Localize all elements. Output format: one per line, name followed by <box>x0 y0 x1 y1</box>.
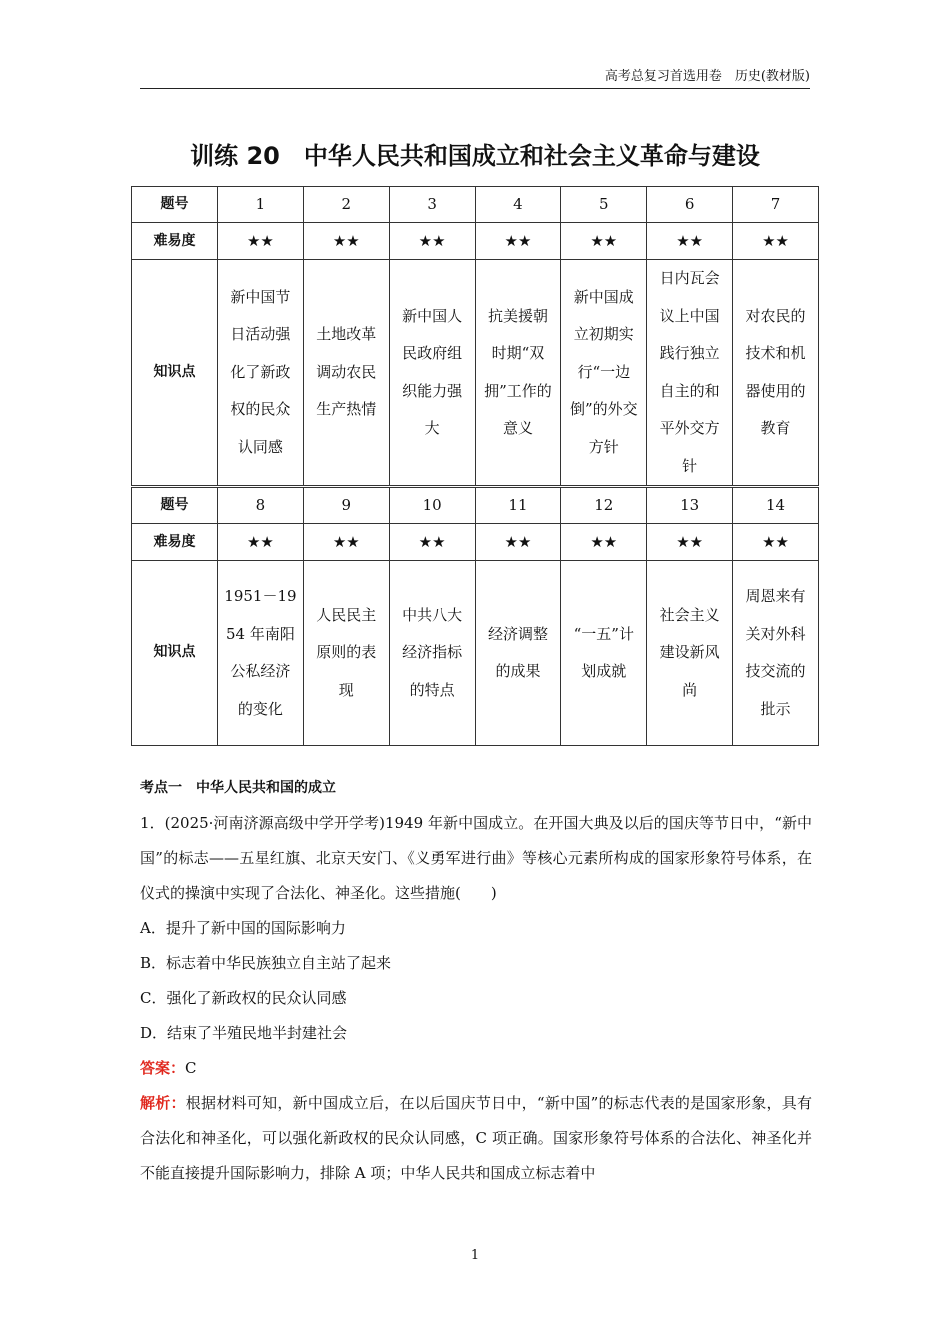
option-c: C．强化了新政权的民众认同感 <box>140 989 347 1007</box>
cell-stars: ★★ <box>733 223 819 260</box>
table-row-number-1 <box>132 187 819 223</box>
cell-number: 14 <box>733 487 819 524</box>
cell-knowledge: 土地改革调动农民生产热情 <box>303 260 389 487</box>
page-title: 训练 20 中华人民共和国成立和社会主义革命与建设 <box>190 142 760 170</box>
cell-knowledge: 周恩来有关对外科技交流的批示 <box>733 561 819 746</box>
cell-number: 4 <box>475 187 561 223</box>
label-difficulty: 难易度 <box>132 223 218 260</box>
option-d: D．结束了半殖民地半封建社会 <box>140 1024 348 1042</box>
cell-number: 2 <box>303 187 389 223</box>
cell-stars: ★★ <box>218 524 304 561</box>
question-number: 1． <box>140 814 165 832</box>
table-row-knowledge-1 <box>132 260 819 487</box>
answer-value: C <box>185 1059 197 1077</box>
explanation <box>140 1086 812 1191</box>
cell-number: 6 <box>647 187 733 223</box>
page-header <box>140 66 810 89</box>
knowledge-table <box>131 186 819 746</box>
cell-knowledge: 新中国人民政府组织能力强大 <box>389 260 475 487</box>
cell-stars: ★★ <box>647 223 733 260</box>
question-stem: 1949 年新中国成立。在开国大典及以后的国庆等节日中，“新中国”的标志——五星红旗、北京天安门、《义勇军进行曲》等核心元素所构成的国家形象符号体系，在仪式的操演中实现了合法化、神圣化。这些措施( ) <box>140 814 812 902</box>
label-number: 题号 <box>132 187 218 223</box>
cell-stars: ★★ <box>389 524 475 561</box>
answer <box>140 1051 812 1086</box>
cell-number: 13 <box>647 487 733 524</box>
table-row-knowledge-2 <box>132 561 819 746</box>
option-b: B．标志着中华民族独立自主站了起来 <box>140 954 392 972</box>
cell-knowledge: 中共八大经济指标的特点 <box>389 561 475 746</box>
cell-knowledge: 抗美援朝时期“双拥”工作的意义 <box>475 260 561 487</box>
question-content <box>140 774 812 1191</box>
label-number: 题号 <box>132 487 218 524</box>
table-row-difficulty-1 <box>132 223 819 260</box>
cell-stars: ★★ <box>303 524 389 561</box>
cell-knowledge: 新中国成立初期实行“一边倒”的外交方针 <box>561 260 647 487</box>
cell-number: 10 <box>389 487 475 524</box>
label-knowledge: 知识点 <box>132 561 218 746</box>
cell-knowledge: 1951－1954 年南阳公私经济的变化 <box>218 561 304 746</box>
table-row-difficulty-2 <box>132 524 819 561</box>
cell-stars: ★★ <box>561 524 647 561</box>
question-source: (2025·河南济源高级中学开学考) <box>164 814 385 832</box>
page-number: 1 <box>470 1248 480 1263</box>
cell-knowledge: “一五”计划成就 <box>561 561 647 746</box>
cell-stars: ★★ <box>303 223 389 260</box>
cell-number: 3 <box>389 187 475 223</box>
cell-knowledge: 社会主义建设新风尚 <box>647 561 733 746</box>
cell-number: 9 <box>303 487 389 524</box>
question-1 <box>140 806 812 911</box>
cell-knowledge: 经济调整的成果 <box>475 561 561 746</box>
cell-knowledge: 新中国节日活动强化了新政权的民众认同感 <box>218 260 304 487</box>
cell-number: 8 <box>218 487 304 524</box>
explanation-label: 解析： <box>140 1094 186 1112</box>
cell-stars: ★★ <box>647 524 733 561</box>
cell-stars: ★★ <box>389 223 475 260</box>
header-text: 高考总复习首选用卷 历史(教材版) <box>604 69 810 84</box>
answer-label: 答案： <box>140 1059 186 1077</box>
explanation-text: 根据材料可知，新中国成立后，在以后国庆节日中，“新中国”的标志代表的是国家形象，具有合法化和神圣化，可以强化新政权的民众认同感，C 项正确。国家形象符号体系的合法化、神圣化并不能直接提升国际影响力，排除 A 项；中华人民共和国成立标志着中 <box>140 1094 812 1182</box>
table-row-number-2 <box>132 487 819 524</box>
cell-stars: ★★ <box>475 223 561 260</box>
cell-stars: ★★ <box>475 524 561 561</box>
cell-knowledge: 日内瓦会议上中国践行独立自主的和平外交方针 <box>647 260 733 487</box>
cell-knowledge: 人民民主原则的表现 <box>303 561 389 746</box>
cell-number: 12 <box>561 487 647 524</box>
section-heading: 考点一 中华人民共和国的成立 <box>140 780 336 796</box>
label-difficulty: 难易度 <box>132 524 218 561</box>
cell-number: 1 <box>218 187 304 223</box>
cell-stars: ★★ <box>561 223 647 260</box>
cell-stars: ★★ <box>218 223 304 260</box>
cell-number: 7 <box>733 187 819 223</box>
label-knowledge: 知识点 <box>132 260 218 487</box>
cell-knowledge: 对农民的技术和机器使用的教育 <box>733 260 819 487</box>
option-a: A．提升了新中国的国际影响力 <box>140 919 346 937</box>
cell-stars: ★★ <box>733 524 819 561</box>
cell-number: 11 <box>475 487 561 524</box>
cell-number: 5 <box>561 187 647 223</box>
